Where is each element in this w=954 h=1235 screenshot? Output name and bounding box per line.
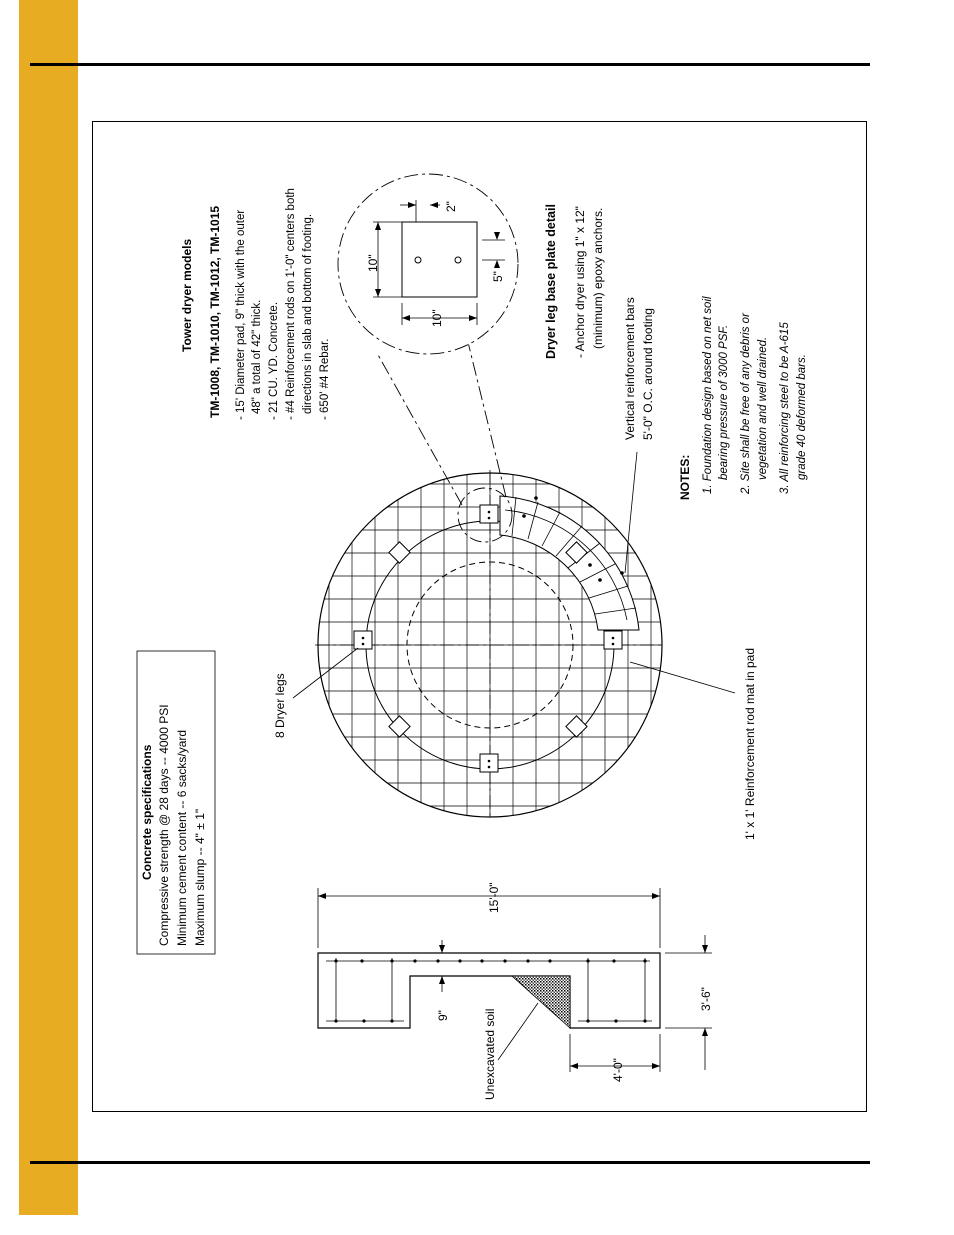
callout-leaders [293,452,735,698]
diameter-label: 15'-0" [487,882,501,913]
slab-thickness-label: 9" [436,1010,450,1021]
plate-height-label: 10" [366,254,380,272]
tower-spec-line: - 21 CU. YD. Concrete. [268,301,280,420]
dryer-legs-label: 8 Dryer legs [273,673,287,738]
detail-leaders [377,334,506,505]
tower-spec-line: - #4 Reinforcement rods on 1'-0" centers both [285,188,297,420]
anchor-hole [415,257,421,263]
concrete-spec-line: Compressive strength @ 28 days -- 4000 PSI [157,704,171,946]
dryer-leg [604,631,622,649]
tower-title: Tower dryer models [180,238,194,352]
plate-edge-label: 2" [444,201,458,212]
concrete-spec-line: Maximum slump -- 4" ± 1" [193,808,207,946]
note-line: vegetation and well drained. [757,336,769,480]
notes-title: NOTES: [678,454,692,500]
base-plate-detail [338,174,518,354]
dryer-leg [354,631,372,649]
notes [678,296,808,500]
dryer-leg [480,754,498,772]
footing-width-label: 4'-0" [611,1058,625,1082]
dryer-leg [566,716,587,737]
base-plate-line: (minimum) epoxy anchors. [591,207,605,349]
vertical-bars-line: 5'-0" O.C. around footing [641,308,655,440]
base-plate [402,222,477,297]
foundation-plan [306,461,674,829]
unexcavated-soil-hatch [512,976,570,1028]
tower-spec-line: - 650' #4 Rebar. [319,338,331,420]
tower-spec-line: - 15' Diameter pad, 9" thick with the outer [235,209,247,420]
plate-spacing-label: 5" [491,271,505,282]
dryer-leg [389,542,410,563]
note-line: bearing pressure of 3000 PSF. [718,324,730,480]
note-line: 1. Foundation design based on net soil [702,296,714,494]
note-line: 2. Site shall be free of any debris or [740,313,752,494]
unexcavated-soil-label: Unexcavated soil [483,1008,497,1100]
dryer-leg [480,505,498,523]
footing-section-cutaway [500,496,639,630]
concrete-spec-title: Concrete specifications [140,744,154,880]
vertical-bars-label [623,297,655,440]
note-line: 3. All reinforcing steel to be A-615 [779,322,791,494]
base-plate-line: - Anchor dryer using 1" x 12" [573,206,587,358]
dryer-leg [389,716,410,737]
tower-models: TM-1008, TM-1010, TM-1012, TM-1015 [208,205,222,418]
rod-mat-label: 1' x 1' Reinforcement rod mat in pad [743,647,757,840]
tower-dryer-specs [180,188,331,420]
section-view [318,888,712,1072]
depth-label: 3'-6" [699,987,713,1011]
plate-width-label: 10" [430,309,444,327]
concrete-spec-line: Minimum cement content -- 6 sacks/yard [175,729,189,946]
tower-spec-line: 48" a total of 42" thick. [251,299,263,414]
vertical-bars-line: Vertical reinforcement bars [623,297,637,440]
base-plate-title: Dryer leg base plate detail [544,204,558,359]
anchor-hole [455,257,461,263]
note-line: grade 40 deformed bars. [796,354,808,480]
base-plate-text [544,204,605,359]
tower-spec-line: directions in slab and bottom of footing. [302,213,314,414]
